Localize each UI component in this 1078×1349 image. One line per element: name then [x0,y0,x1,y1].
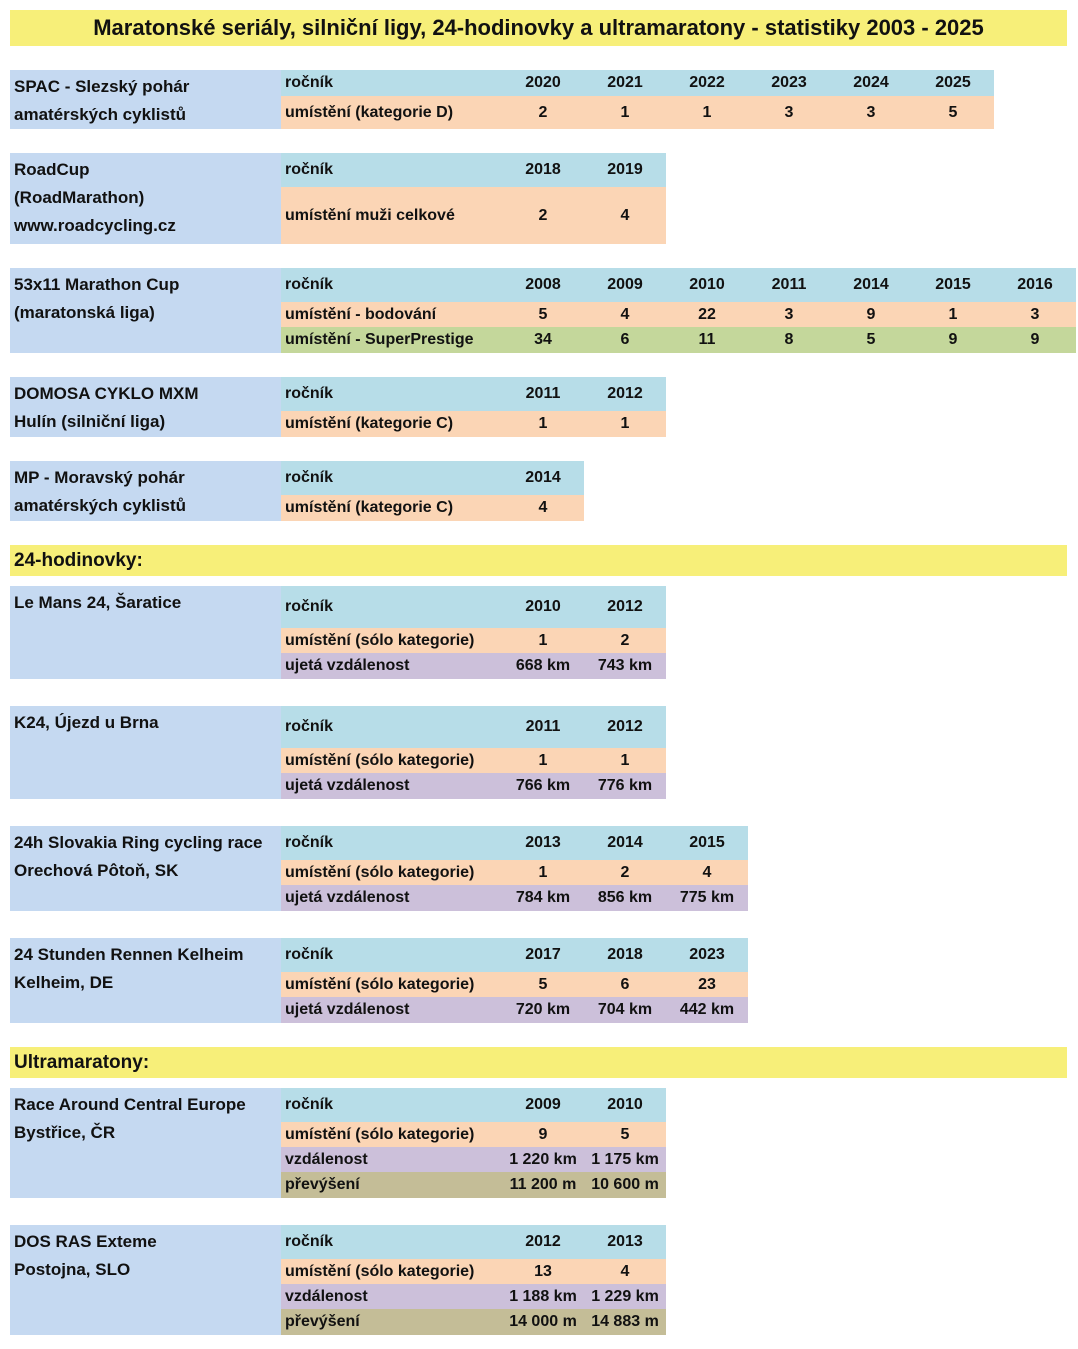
value-cell: 704 km [597,1001,653,1018]
value-cell: 1 [538,752,548,769]
year-header-row [281,706,666,748]
series-name-line: Kelheim, DE [14,973,114,992]
value-cell: 720 km [515,1001,571,1018]
row-label: umístění (kategorie D) [285,104,454,121]
series-name [10,70,281,129]
year-cell: 2010 [525,598,561,615]
value-cell: 856 km [597,889,653,906]
value-cell: 668 km [515,657,571,674]
series-name-line: SPAC - Slezský pohár [14,77,190,96]
table-row [281,972,748,997]
row-label: ročník [285,598,334,615]
value-cell: 5 [620,1126,630,1143]
value-cell: 1 175 km [591,1151,659,1168]
series-name-line: Bystřice, ČR [14,1123,116,1142]
value-cell: 766 km [515,777,571,794]
year-cell: 2010 [689,276,725,293]
series-name-line: MP - Moravský pohár [14,468,185,487]
table-row [281,1259,666,1284]
row-label: umístění (sólo kategorie) [285,1126,475,1143]
series-name-line: K24, Újezd u Brna [14,713,159,732]
row-label: převýšení [285,1313,360,1330]
year-cell: 2021 [607,74,643,91]
value-cell: 14 883 m [591,1313,659,1330]
series-name [10,1225,281,1335]
series-name-line: amatérských cyklistů [14,496,186,515]
row-label: umístění (kategorie C) [285,499,454,516]
value-cell: 4 [538,499,548,516]
year-cell: 2017 [525,946,561,963]
value-cell: 5 [538,976,548,993]
table-row [281,495,584,521]
value-cell: 6 [620,331,630,348]
value-cell: 8 [784,331,794,348]
year-cell: 2011 [525,718,561,735]
row-label: vzdálenost [285,1151,368,1168]
value-cell: 1 [620,752,630,769]
row-label: ročník [285,718,334,735]
table-row [281,1309,666,1335]
value-cell: 442 km [679,1001,735,1018]
series-name [10,1088,281,1198]
year-cell: 2009 [525,1096,561,1113]
value-cell: 2 [620,864,630,881]
year-header-row [281,70,994,96]
row-label: umístění - SuperPrestige [285,331,474,348]
row-label: ujetá vzdálenost [285,1001,410,1018]
section-heading-24h: 24-hodinovky: [10,545,1067,576]
table-row [281,748,666,773]
year-header-row [281,938,748,972]
value-cell: 9 [1030,331,1040,348]
value-cell: 5 [538,306,548,323]
row-label: umístění (sólo kategorie) [285,976,475,993]
series-name-line: Postojna, SLO [14,1260,131,1279]
value-cell: 1 [702,104,712,121]
row-label: ročník [285,834,334,851]
year-cell: 2012 [607,598,643,615]
series-name [10,586,281,679]
value-cell: 3 [784,104,794,121]
value-cell: 9 [866,306,876,323]
series-name [10,938,281,1023]
row-label: umístění (kategorie C) [285,415,454,432]
row-label: umístění - bodování [285,306,437,323]
table-row [281,997,748,1023]
year-cell: 2025 [935,74,971,91]
year-header-row [281,461,584,495]
year-cell: 2018 [525,161,561,178]
row-label: ročník [285,276,334,293]
year-cell: 2011 [771,276,807,293]
value-cell: 743 km [597,657,653,674]
value-cell: 4 [620,207,630,224]
value-cell: 2 [538,207,548,224]
table-row [281,96,994,129]
series-name [10,826,281,911]
year-cell: 2012 [607,718,643,735]
row-label: ročník [285,161,334,178]
value-cell: 1 [948,306,958,323]
value-cell: 3 [1030,306,1040,323]
series-name-line: RoadCup [14,160,90,179]
value-cell: 13 [534,1263,552,1280]
value-cell: 1 [538,415,548,432]
row-label: ročník [285,385,334,402]
year-cell: 2022 [689,74,725,91]
table-row [281,1172,666,1198]
value-cell: 1 229 km [591,1288,659,1305]
series-name [10,153,281,244]
row-label: ročník [285,1233,334,1250]
value-cell: 5 [866,331,876,348]
year-cell: 2014 [607,834,643,851]
row-label: převýšení [285,1176,360,1193]
value-cell: 10 600 m [591,1176,659,1193]
year-cell: 2014 [853,276,889,293]
series-name-line: amatérských cyklistů [14,105,186,124]
year-cell: 2008 [525,276,561,293]
value-cell: 1 188 km [509,1288,577,1305]
row-label: ujetá vzdálenost [285,657,410,674]
table-row [281,411,666,437]
row-label: ujetá vzdálenost [285,889,410,906]
series-name [10,377,281,437]
row-label: umístění (sólo kategorie) [285,1263,475,1280]
year-header-row [281,1088,666,1122]
row-label: ujetá vzdálenost [285,777,410,794]
section-heading-ultra: Ultramaratony: [10,1047,1067,1078]
series-name-line: 53x11 Marathon Cup [14,275,180,294]
year-cell: 2023 [771,74,807,91]
value-cell: 11 200 m [509,1176,577,1193]
value-cell: 3 [784,306,794,323]
value-cell: 22 [698,306,716,323]
row-label: vzdálenost [285,1288,368,1305]
year-cell: 2013 [525,834,561,851]
series-name-line: Race Around Central Europe [14,1095,246,1114]
year-cell: 2012 [525,1233,561,1250]
series-name-line: DOS RAS Exteme [14,1232,157,1251]
year-cell: 2013 [607,1233,643,1250]
year-cell: 2024 [853,74,889,91]
table-row [281,1122,666,1147]
year-cell: 2009 [607,276,643,293]
value-cell: 4 [620,1263,630,1280]
value-cell: 11 [698,331,716,348]
series-name-line: www.roadcycling.cz [14,216,176,235]
row-label: umístění muži celkové [285,207,455,224]
year-cell: 2023 [689,946,725,963]
table-row [281,1147,666,1172]
year-cell: 2015 [935,276,971,293]
series-name-line: 24h Slovakia Ring cycling race [14,833,263,852]
table-row [281,653,666,679]
series-name-line: 24 Stunden Rennen Kelheim [14,945,244,964]
value-cell: 1 [538,864,548,881]
year-header-row [281,377,666,411]
table-row [281,628,666,653]
row-label: ročník [285,74,334,91]
table-row [281,860,748,885]
value-cell: 9 [538,1126,548,1143]
year-cell: 2016 [1017,276,1053,293]
value-cell: 1 [538,632,548,649]
series-name-line: (RoadMarathon) [14,188,145,207]
table-row [281,773,666,799]
year-header-row [281,826,748,860]
series-name-line: DOMOSA CYKLO MXM [14,384,199,403]
row-label: umístění (sólo kategorie) [285,632,475,649]
row-label: ročník [285,469,334,486]
year-cell: 2019 [607,161,643,178]
value-cell: 1 [620,104,630,121]
value-cell: 14 000 m [509,1313,577,1330]
table-row [281,327,1076,353]
value-cell: 9 [948,331,958,348]
row-label: umístění (sólo kategorie) [285,864,475,881]
value-cell: 2 [538,104,548,121]
row-label: umístění (sólo kategorie) [285,752,475,769]
table-row [281,885,748,911]
row-label: ročník [285,946,334,963]
year-header-row [281,1225,666,1259]
value-cell: 1 [620,415,630,432]
year-cell: 2020 [525,74,561,91]
row-label: ročník [285,1096,334,1113]
series-name-line: (maratonská liga) [14,303,155,322]
year-cell: 2015 [689,834,725,851]
year-cell: 2011 [525,385,561,402]
value-cell: 784 km [515,889,571,906]
value-cell: 34 [534,331,552,348]
series-name [10,461,281,521]
series-name-line: Orechová Pôtoň, SK [14,861,179,880]
value-cell: 3 [866,104,876,121]
table-row [281,302,1076,327]
series-name [10,706,281,799]
year-cell: 2014 [525,469,561,486]
value-cell: 4 [702,864,712,881]
table-row [281,187,666,244]
value-cell: 23 [698,976,716,993]
series-name [10,268,281,353]
year-header-row [281,268,1076,302]
value-cell: 6 [620,976,630,993]
year-header-row [281,586,666,628]
value-cell: 5 [948,104,958,121]
year-header-row [281,153,666,187]
year-cell: 2018 [607,946,643,963]
value-cell: 776 km [597,777,653,794]
series-name-line: Hulín (silniční liga) [14,412,166,431]
value-cell: 2 [620,632,630,649]
series-name-line: Le Mans 24, Šaratice [14,593,182,612]
value-cell: 1 220 km [509,1151,577,1168]
value-cell: 775 km [679,889,735,906]
table-row [281,1284,666,1309]
page-title: Maratonské seriály, silniční ligy, 24-hodinovky a ultramaratony - statistiky 2003 - 2025 [10,10,1067,46]
year-cell: 2012 [607,385,643,402]
value-cell: 4 [620,306,630,323]
year-cell: 2010 [607,1096,643,1113]
